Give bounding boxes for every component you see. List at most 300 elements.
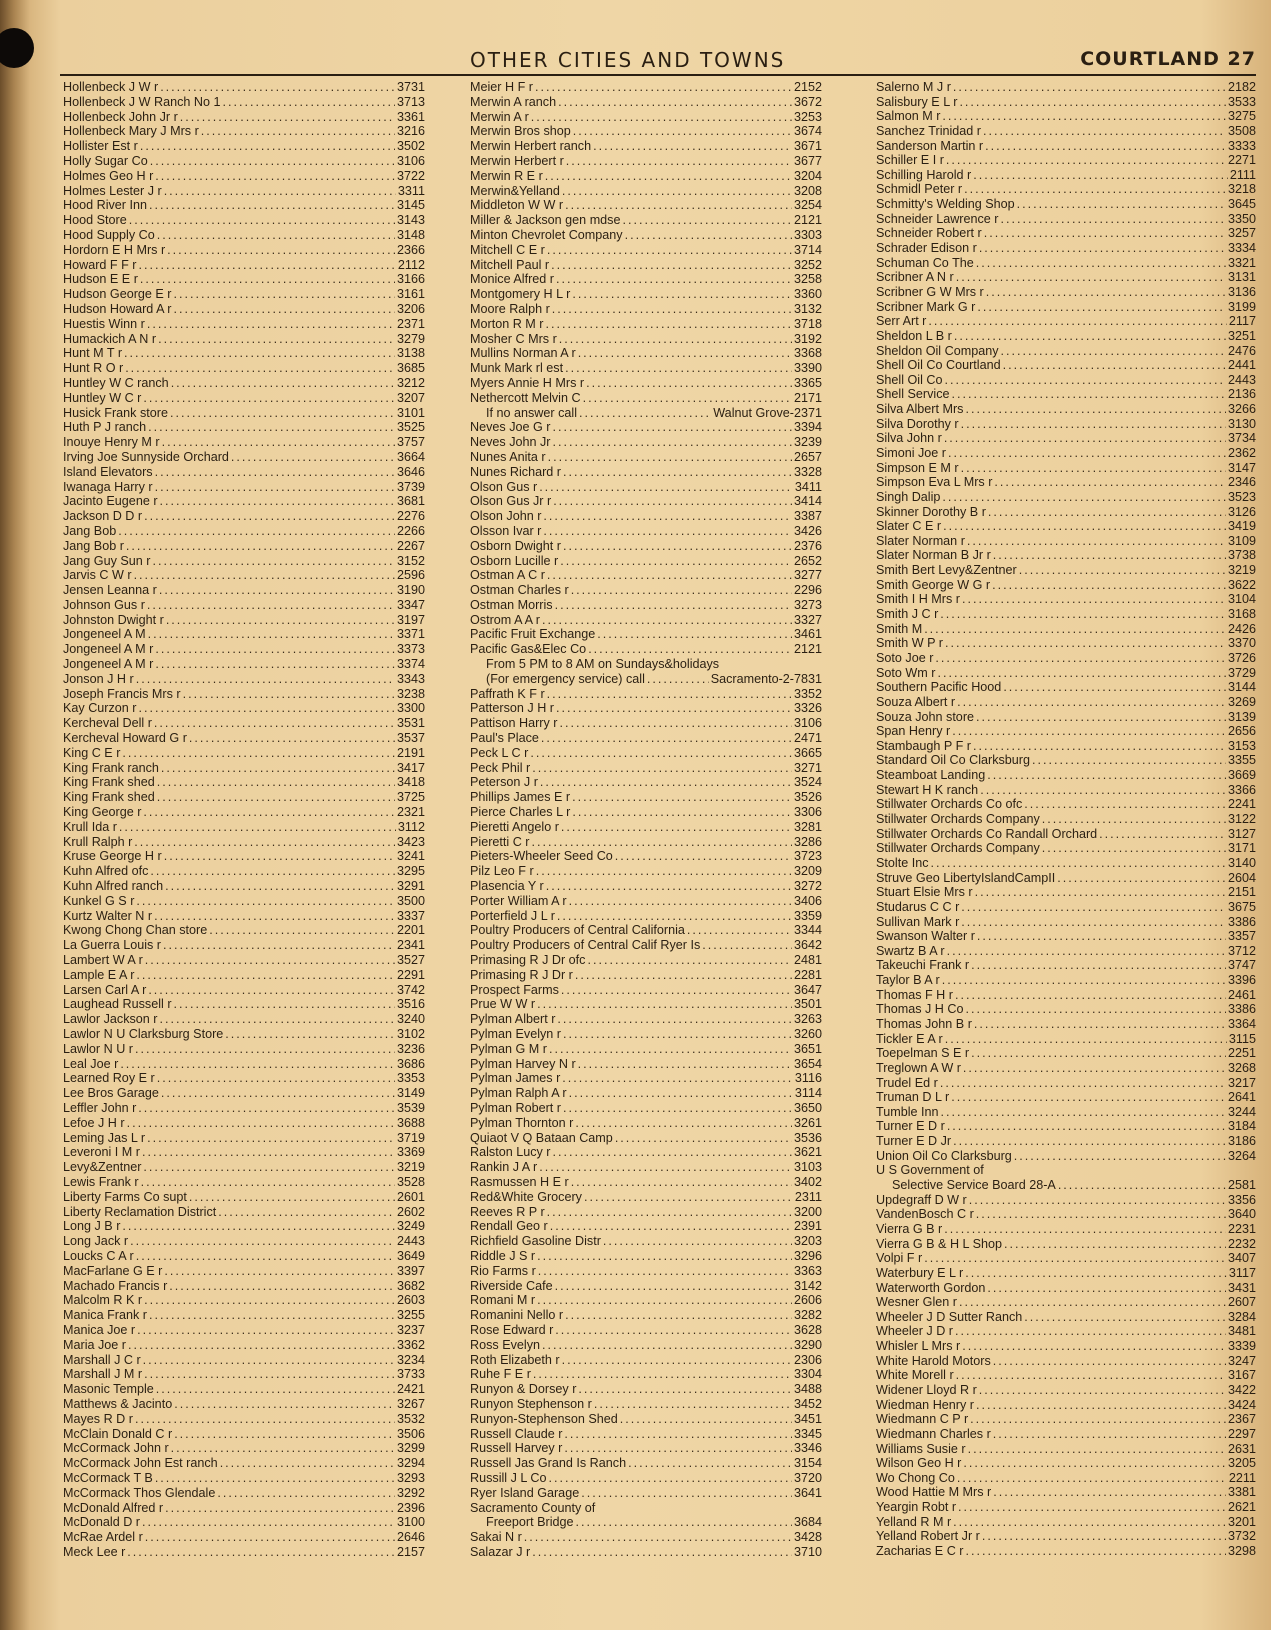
leader-dots [628,1456,792,1471]
listing-row [470,1367,822,1382]
listing-phone: 3452 [793,1396,822,1411]
listing-row [470,228,822,243]
listing-phone: 3253 [793,109,822,124]
listing-phone: 3742 [396,982,425,997]
listing-row [63,450,425,465]
listing-row [63,790,425,805]
listing-phone: 3352 [793,686,822,701]
listing-phone: 3647 [793,982,822,997]
listing-phone: 2652 [793,553,822,568]
listing-phone: 3122 [1227,812,1256,827]
listing-phone: 2607 [1227,1295,1256,1310]
leader-dots [993,1354,1226,1369]
leader-dots [537,1249,792,1264]
listing-name: White Harold Motors [876,1353,991,1368]
leader-dots [581,1486,792,1501]
leader-dots [167,243,395,258]
leader-dots [551,258,792,273]
leader-dots [562,1353,792,1368]
listing-name: Span Henry r [876,724,951,739]
listing-row [470,1338,822,1353]
listing-phone: 2476 [1227,343,1256,358]
listing-name: Vierra G B r [876,1221,943,1236]
listing-name: Salerno M J r [876,80,951,94]
leader-dots [138,258,395,273]
leader-dots [147,1131,395,1146]
listing-phone: 3333 [1227,138,1256,153]
listing-phone: 3149 [396,1086,425,1101]
listing-row [63,272,425,287]
listing-phone: 3127 [1227,826,1256,841]
leader-dots [994,475,1226,490]
city-page-label: COURTLAND 27 [1080,48,1256,70]
leader-dots [940,607,1226,622]
listing-name: Hunt M T r [63,346,123,361]
listing-row [63,879,425,894]
listing-row [63,95,425,110]
leader-dots [945,636,1226,651]
listing-phone: 2621 [1227,1500,1256,1515]
listing-name: Smith Bert Levy&Zentner [876,563,1017,578]
leader-dots [127,1116,395,1131]
leader-dots [603,1234,792,1249]
listing-phone: 3500 [396,893,425,908]
page-header [60,48,1256,76]
leader-dots [961,915,1226,930]
listing-name: Neves Joe G r [470,420,551,435]
listing-name: Waterworth Gordon [876,1280,986,1295]
listing-row [470,1175,822,1190]
listing-phone: 3281 [793,819,822,834]
leader-dots [223,95,395,110]
listing-phone: 3646 [396,464,425,479]
leader-dots [122,746,395,761]
listing-name: Freeport Bridge [486,1515,574,1530]
listing-phone: 2266 [396,523,425,538]
listing-name: Schmidl Peter r [876,182,963,197]
listing-row [470,1530,822,1545]
listing-name: Riverside Cafe [470,1278,553,1293]
listing-phone: 3426 [793,523,822,538]
leader-dots [977,300,1226,315]
leader-dots [159,583,395,598]
listing-row [876,1398,1256,1413]
listing-name: Sanchez Trinidad r [876,123,982,138]
listing-phone: 3366 [1227,782,1256,797]
listing-row [470,1412,822,1427]
listing-name: Simpson Eva L Mrs r [876,475,993,490]
listing-name: Phillips James E r [470,790,571,805]
listing-row [876,900,1256,915]
listing-row [876,841,1256,856]
listing-row [876,1222,1256,1237]
listing-name: Matthews & Jacinto [63,1396,173,1411]
listing-name: Kercheval Howard G r [63,731,187,746]
listing-row [63,1234,425,1249]
listing-phone: 2271 [1227,153,1256,168]
listing-row [876,607,1256,622]
listing-name: Paul's Place [470,731,539,746]
listing-row [876,1002,1256,1017]
leader-dots [157,1071,395,1086]
listing-phone: 3363 [793,1263,822,1278]
listing-row [470,1471,822,1486]
leader-dots [987,768,1226,783]
listing-name: Huth P J ranch [63,420,147,435]
listing-phone: 3219 [1227,563,1256,578]
listing-phone: 2602 [396,1204,425,1219]
listing-name: Olson Gus Jr r [470,494,552,509]
listing-phone: 3501 [793,997,822,1012]
leader-dots [979,1383,1226,1398]
listing-phone: 3527 [396,953,425,968]
listing-name: Red&White Grocery [470,1189,582,1204]
listing-row [470,95,822,110]
listing-name: Widener Lloyd R r [876,1383,977,1397]
listing-phone: 3642 [793,938,822,953]
listing-name: Jang Bob r [63,538,124,553]
leader-dots [944,431,1226,446]
listing-name: Rasmussen H E r [470,1174,569,1189]
leader-dots [153,554,395,569]
leader-dots [924,1251,1226,1266]
listing-name: Jongeneel A M r [63,642,154,657]
listing-phone: 3361 [396,109,425,124]
listing-phone: 2241 [1227,797,1256,812]
listing-phone: 3386 [1227,914,1256,929]
listing-row [470,302,822,317]
listing-name: Hollenbeck J W r [63,80,159,94]
leader-dots [163,938,395,953]
listing-name: Vierra G B & H L Shop [876,1236,1002,1251]
listing-name: Plasencia Y r [470,879,544,894]
listing-phone: 3284 [1227,1309,1256,1324]
listing-row [470,820,822,835]
listing-name: Thomas F H r [876,987,953,1002]
leader-dots [962,1339,1226,1354]
listing-phone: 3654 [793,1056,822,1071]
listing-phone: 2426 [1227,621,1256,636]
listing-name: Primasing R J Dr ofc [470,953,586,968]
leader-dots [951,1090,1226,1105]
listing-phone: 3275 [1227,109,1256,124]
listing-name: Simoni Joe r [876,446,946,460]
listing-phone: 3671 [793,139,822,154]
leader-dots [128,1338,395,1353]
listing-phone: 3712 [1227,943,1256,958]
leader-dots [548,450,792,465]
leader-dots [578,1057,792,1072]
listing-row [470,1501,822,1516]
leader-dots [174,997,395,1012]
listing-phone: 2581 [1227,1178,1256,1193]
listing-name: Husick Frank store [63,405,168,420]
listing-row [470,1323,822,1338]
listing-name: Riddle J S r [470,1248,536,1263]
listing-name: Russell Claude r [470,1426,563,1441]
leader-dots [231,450,395,465]
listing-phone: 2121 [793,642,822,657]
listing-name: Mitchell Paul r [470,257,550,272]
listing-column-3 [876,80,1256,1559]
leader-dots [557,1012,792,1027]
listing-row [876,1076,1256,1091]
leader-dots [160,80,395,95]
listing-row [63,1190,425,1205]
listing-row [470,983,822,998]
listing-name: Stillwater Orchards Company [876,841,1040,856]
listing-phone: 3720 [793,1470,822,1485]
leader-dots [979,241,1226,256]
leader-dots [160,1012,395,1027]
listing-row [63,1308,425,1323]
listing-phone: 2396 [396,1500,425,1515]
listing-row [876,1295,1256,1310]
listing-row [876,1163,1256,1178]
leader-dots [988,505,1226,520]
listing-phone: 3381 [1227,1485,1256,1500]
listing-row [470,435,822,450]
leader-dots [164,184,396,199]
listing-phone: 3106 [793,716,822,731]
listing-row [63,169,425,184]
listing-row [470,1205,822,1220]
listing-name: Ostman A C r [470,568,545,583]
leader-dots [120,1057,395,1072]
leader-dots [940,1076,1226,1091]
listing-row [63,953,425,968]
leader-dots [702,938,792,953]
listing-name: Pacific Fruit Exchange [470,627,596,642]
listing-name: Smith J C r [876,607,939,622]
listing-name: Wheeler J D Sutter Ranch [876,1309,1023,1324]
listing-row [63,332,425,347]
listing-row [876,1529,1256,1544]
listing-name: Leffler John r [63,1100,137,1115]
listing-name: Serr Art r [876,314,927,329]
listing-name: McCormack John r [63,1441,169,1456]
listing-row [63,1471,425,1486]
listing-row [876,915,1256,930]
listing-row [63,983,425,998]
leader-dots [535,80,792,95]
listing-row [470,613,822,628]
listing-phone: 3406 [793,893,822,908]
listing-row [63,864,425,879]
listing-row [470,909,822,924]
leader-dots [955,1324,1226,1339]
leader-dots [540,775,792,790]
listing-row [63,716,425,731]
leader-dots [993,549,1226,564]
listing-phone: 2341 [396,938,425,953]
listing-name: Humackich A N r [63,331,157,346]
leader-dots [559,332,792,347]
listing-phone: 3722 [396,168,425,183]
listing-name: Hudson Howard A r [63,301,172,316]
listing-name: Runyon & Dorsey r [470,1382,577,1397]
listing-phone: 3114 [794,1086,822,1101]
listing-row [470,1279,822,1294]
listing-phone: 3326 [793,701,822,716]
listing-name: Pieretti Angelo r [470,819,559,834]
leader-dots [547,568,792,583]
listing-phone: 3681 [396,494,425,509]
listing-name: Smith I H Mrs r [876,592,960,607]
listing-phone: 3397 [396,1263,425,1278]
listing-name: Krull Ida r [63,819,117,834]
listing-phone: 3282 [793,1308,822,1323]
listing-phone: 3184 [1227,1119,1256,1134]
listing-row [470,1219,822,1234]
leader-dots [166,613,395,628]
listing-row [876,666,1256,681]
listing-phone: 3525 [396,420,425,435]
leader-dots [575,1116,792,1131]
listing-name: Hood Store [63,213,127,228]
leader-dots [942,973,1226,988]
listing-name: Hood Supply Co [63,227,155,242]
listing-name: Pierce Charles L r [470,805,571,820]
leader-dots [555,598,792,613]
listing-phone: 2461 [1227,987,1256,1002]
listing-name: Kurtz Walter N r [63,908,153,923]
listing-row [876,1383,1256,1398]
listing-phone: 3533 [1227,94,1256,109]
listing-phone: 3360 [793,287,822,302]
listing-phone: 3112 [397,819,425,834]
listing-phone: 2391 [793,1219,822,1234]
listing-phone: 3414 [793,494,822,509]
leader-dots [953,80,1226,95]
leader-dots [1003,680,1226,695]
listing-name: King Frank ranch [63,760,159,775]
leader-dots [597,627,792,642]
leader-dots [536,864,792,879]
listing-name: Hudson George E r [63,287,172,302]
listing-row [470,1353,822,1368]
listing-row [63,1397,425,1412]
listing-row [63,775,425,790]
listing-name: Russell Jas Grand Is Ranch [470,1456,627,1471]
listing-name: McDonald D r [63,1515,140,1530]
listing-row [470,642,822,657]
listing-row [876,1427,1256,1442]
listing-row [876,490,1256,505]
leader-dots [150,154,395,169]
listing-name: Moore Ralph r [470,301,550,316]
listing-phone: 3729 [1227,665,1256,680]
listing-name: Turner E D Jr [876,1134,952,1149]
listing-name: Mayes R D r [63,1411,133,1426]
listing-phone: 3254 [793,198,822,213]
leader-dots [563,1027,792,1042]
listing-name: Larsen Carl A r [63,982,147,997]
listing-phone: 3357 [1227,929,1256,944]
leader-dots [547,1205,792,1220]
listing-name: Osborn Dwight r [470,538,561,553]
listing-phone: 3268 [1227,1060,1256,1075]
listing-name: Wesner Glen r [876,1295,957,1310]
listing-name: Russell Harvey r [470,1441,563,1456]
listing-phone: 3117 [1228,1265,1256,1280]
listing-row [63,80,425,95]
listing-name: Pylman Ralph A r [470,1086,567,1101]
leader-dots [218,1205,395,1220]
listing-phone: 3100 [396,1515,425,1530]
listing-name: Tumble Inn [876,1104,939,1119]
listing-name: Prue W W r [470,997,536,1012]
listing-name: Whisler L Mrs r [876,1339,961,1354]
leader-dots [1057,871,1226,886]
listing-row [876,197,1256,212]
listing-phone: 2117 [1228,314,1256,329]
listing-name: McCormack John Est ranch [63,1456,218,1471]
leader-dots [164,1264,395,1279]
leader-dots [148,420,395,435]
listing-row [63,583,425,598]
listing-phone: 2631 [1227,1441,1256,1456]
listing-name: Quiaot V Q Bataan Camp [470,1130,613,1145]
listing-name: Paffrath K F r [470,686,545,701]
listing-phone: 3481 [1227,1324,1256,1339]
listing-phone: 3726 [1227,650,1256,665]
listing-name: Marshall J C r [63,1352,141,1367]
listing-phone: 3714 [793,242,822,257]
listing-name: Romani M r [470,1293,536,1308]
leader-dots [572,790,792,805]
listing-row [876,256,1256,271]
listing-name: Pieters-Wheeler Seed Co [470,849,613,864]
listing-row [63,1353,425,1368]
leader-dots [530,746,792,761]
listing-row [63,1027,425,1042]
listing-name: King Frank shed [63,790,155,805]
listing-row [470,1131,822,1146]
leader-dots [968,1442,1226,1457]
listing-row [470,1057,822,1072]
listing-row [876,1032,1256,1047]
leader-dots [1017,197,1226,212]
listing-name: Peterson J r [470,775,538,790]
listing-name: Pattison Harry r [470,716,558,731]
listing-phone: 2311 [794,1189,822,1204]
listing-row [63,110,425,125]
listing-phone: 3508 [1227,123,1256,138]
leader-dots [992,578,1226,593]
listing-name: Hollister Est r [63,139,138,154]
listing-row [876,431,1256,446]
leader-dots [556,272,792,287]
listing-phone: 3292 [396,1485,425,1500]
listing-row [876,402,1256,417]
listing-row [470,953,822,968]
listing-phone: 2191 [396,745,425,760]
leader-dots [579,406,711,421]
listing-name: Nethercott Melvin C [470,390,581,405]
leader-dots [524,1530,792,1545]
listing-name: Kuhn Alfred ofc [63,864,149,879]
leader-dots [547,687,792,702]
listing-row [876,739,1256,754]
listing-phone: 3649 [396,1248,425,1263]
listing-phone: 3207 [396,390,425,405]
listing-phone: 3688 [396,1115,425,1130]
listing-phone: 3675 [1227,899,1256,914]
listing-phone: 3328 [793,464,822,479]
listing-row [876,1119,1256,1134]
listing-phone: 3373 [396,642,425,657]
